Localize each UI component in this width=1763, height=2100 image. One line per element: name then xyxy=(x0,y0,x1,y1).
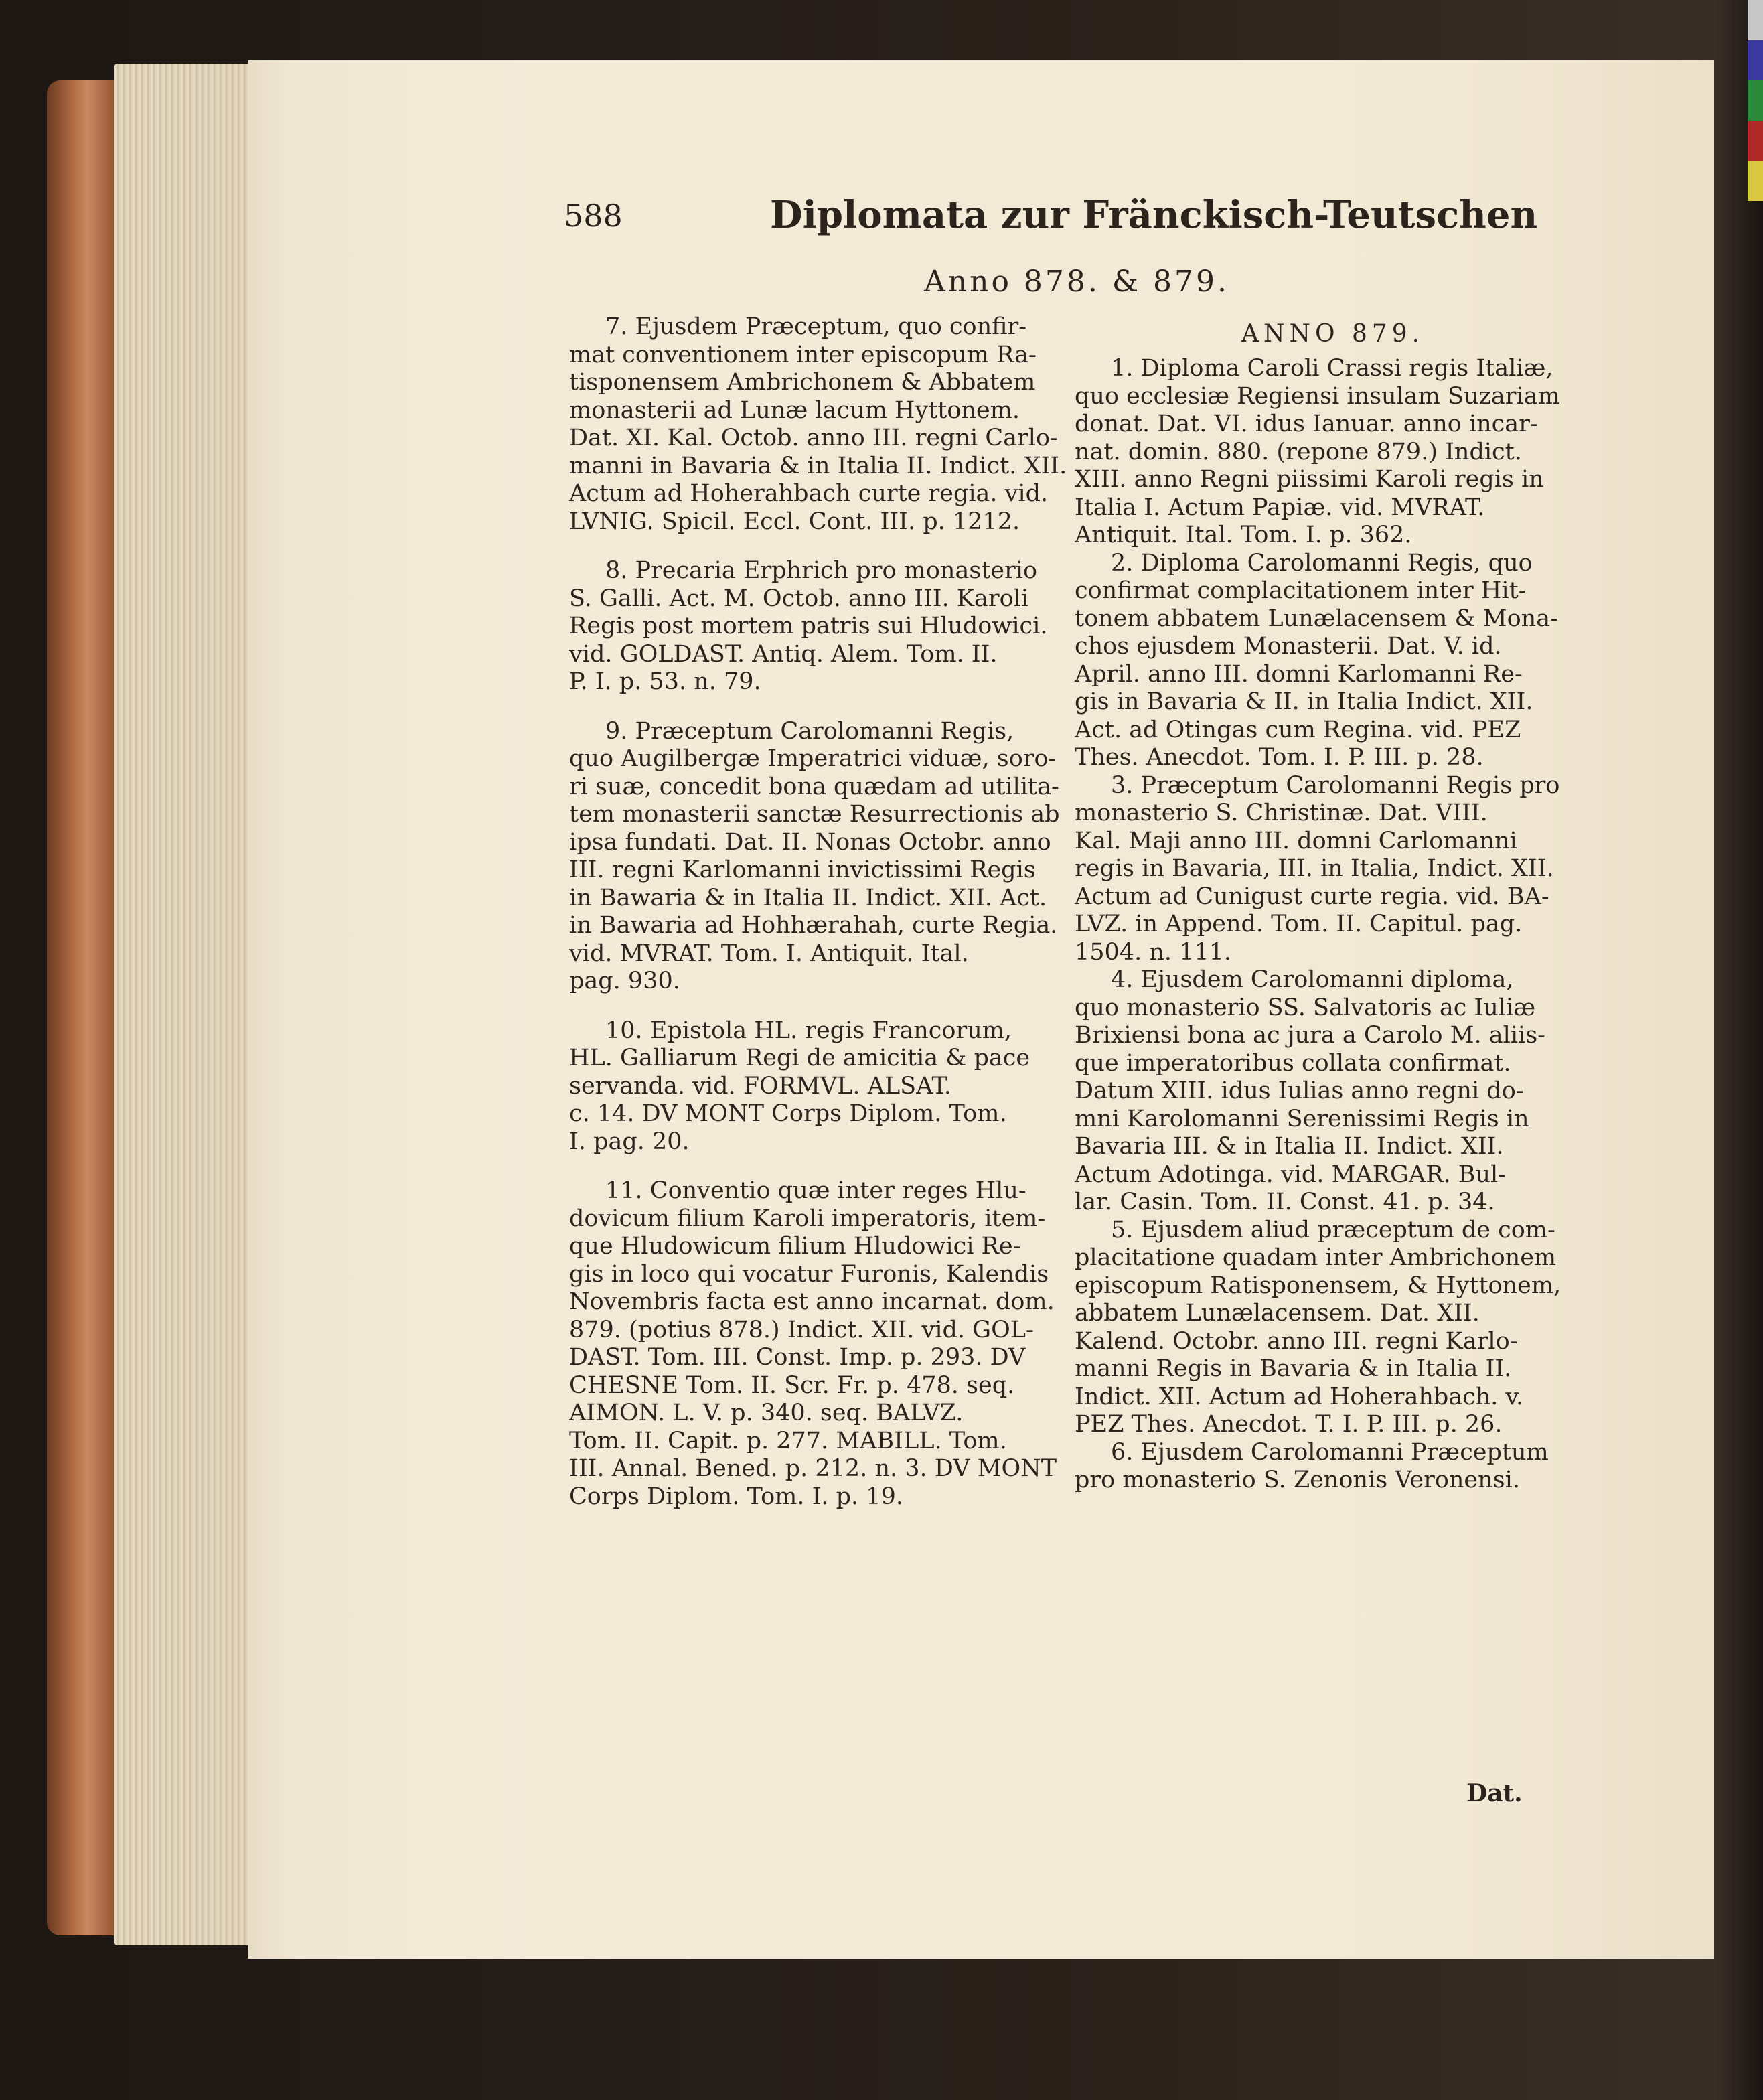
text-line: tisponensem Ambrichonem & Abbatem xyxy=(569,369,1036,396)
text-line: 6. Ejusdem Carolomanni Præceptum xyxy=(1111,1438,1549,1466)
text-line: Kalend. Octobr. anno III. regni Karlo- xyxy=(1075,1327,1518,1355)
running-head: Diplomata zur Fränckisch-Teutschen xyxy=(770,193,1538,237)
text-line: Novembris facta est anno incarnat. dom. xyxy=(569,1288,1055,1315)
page-number: 588 xyxy=(564,198,623,234)
text-line: 9. Præceptum Carolomanni Regis, xyxy=(605,717,1014,745)
left-column xyxy=(569,313,1067,1532)
text-line: ri suæ, concedit bona quædam ad utilita- xyxy=(569,773,1059,800)
text-line: quo monasterio SS. Salvatoris ac Iuliæ xyxy=(1075,994,1536,1021)
text-line: regis in Bavaria, III. in Italia, Indict. XII. xyxy=(1075,855,1554,882)
text-line: Indict. XII. Actum ad Hoherahbach. v. xyxy=(1075,1383,1524,1410)
text-line: Actum ad Hoherahbach curte regia. vid. xyxy=(569,480,1049,507)
text-line: mni Karolomanni Serenissimi Regis in xyxy=(1075,1105,1529,1132)
text-line: mat conventionem inter episcopum Ra- xyxy=(569,341,1037,368)
text-line: nat. domin. 880. (repone 879.) Indict. xyxy=(1075,438,1522,465)
right-column-heading: ANNO 879. xyxy=(1241,320,1425,348)
text-line: HL. Galliarum Regi de amicitia & pace xyxy=(569,1045,1030,1071)
text-line: quo Augilbergæ Imperatrici viduæ, soro- xyxy=(569,745,1057,772)
text-line: 879. (potius 878.) Indict. XII. vid. GOL- xyxy=(569,1316,1034,1343)
year-heading: Anno 878. & 879. xyxy=(924,265,1230,299)
entry xyxy=(1075,966,1563,1217)
right-column xyxy=(1075,355,1563,1495)
text-line: chos ejusdem Monasterii. Dat. V. id. xyxy=(1075,633,1502,660)
entry xyxy=(1075,355,1563,550)
text-line: quo ecclesiæ Regiensi insulam Suzariam xyxy=(1075,382,1560,410)
text-line: dovicum filium Karoli imperatoris, item- xyxy=(569,1205,1046,1232)
text-line: 7. Ejusdem Præceptum, quo confir- xyxy=(605,313,1027,340)
text-line: Brixiensi bona ac jura a Carolo M. aliis- xyxy=(1075,1022,1545,1049)
text-line: AIMON. L. V. p. 340. seq. BALVZ. xyxy=(569,1400,964,1426)
text-line: 8. Precaria Erphrich pro monasterio xyxy=(605,557,1038,584)
text-line: 1. Diploma Caroli Crassi regis Italiæ, xyxy=(1111,355,1553,382)
entry xyxy=(569,313,1067,536)
text-line: donat. Dat. VI. idus Ianuar. anno incar- xyxy=(1075,410,1538,437)
entry xyxy=(569,1017,1058,1156)
text-line: 1504. n. 111. xyxy=(1075,938,1232,966)
text-line: vid. GOLDAST. Antiq. Alem. Tom. II. xyxy=(569,640,998,668)
text-line: Actum ad Cunigust curte regia. vid. BA- xyxy=(1075,883,1549,910)
text-line: tonem abbatem Lunælacensem & Mona- xyxy=(1075,605,1558,632)
entry xyxy=(569,557,1058,696)
text-line: pag. 930. xyxy=(569,968,680,994)
text-line: S. Galli. Act. M. Octob. anno III. Karoli xyxy=(569,585,1029,612)
text-line: 2. Diploma Carolomanni Regis, quo xyxy=(1111,549,1533,577)
text-line: que imperatoribus collata confirmat. xyxy=(1075,1049,1511,1077)
text-line: gis in loco qui vocatur Furonis, Kalendis xyxy=(569,1260,1049,1288)
text-line: tem monasterii sanctæ Resurrectionis ab xyxy=(569,801,1060,828)
text-line: in Bawaria & in Italia II. Indict. XII. Act. xyxy=(569,884,1047,911)
text-line: Corps Diplom. Tom. I. p. 19. xyxy=(569,1483,903,1510)
text-line: Italia I. Actum Papiæ. vid. MVRAT. xyxy=(1075,494,1485,521)
text-line: 4. Ejusdem Carolomanni diploma, xyxy=(1111,966,1514,993)
text-line: Tom. II. Capit. p. 277. MABILL. Tom. xyxy=(569,1427,1007,1454)
text-line: confirmat complacitationem inter Hit- xyxy=(1075,577,1527,604)
text-line: 5. Ejusdem aliud præceptum de com- xyxy=(1111,1216,1555,1244)
text-line: XIII. anno Regni piissimi Karoli regis in xyxy=(1075,466,1544,493)
text-line: gis in Bavaria & II. in Italia Indict. XII. xyxy=(1075,688,1533,715)
text-line: I. pag. 20. xyxy=(569,1128,690,1155)
text-line: pro monasterio S. Zenonis Veronensi. xyxy=(1075,1467,1520,1493)
text-line: LVNIG. Spicil. Eccl. Cont. III. p. 1212. xyxy=(569,508,1020,535)
entry xyxy=(1075,772,1563,967)
text-line: 3. Præceptum Carolomanni Regis pro xyxy=(1111,771,1560,799)
text-line: Dat. XI. Kal. Octob. anno III. regni Carlo- xyxy=(569,425,1058,451)
text-line: Kal. Maji anno III. domni Carlomanni xyxy=(1075,827,1517,854)
text-line: April. anno III. domni Karlomanni Re- xyxy=(1075,660,1523,688)
text-line: vid. MVRAT. Tom. I. Antiquit. Ital. xyxy=(569,940,969,967)
entry xyxy=(1075,550,1563,772)
text-line: manni Regis in Bavaria & in Italia II. xyxy=(1075,1355,1512,1382)
text-line: P. I. p. 53. n. 79. xyxy=(569,668,761,695)
text-line: LVZ. in Append. Tom. II. Capitul. pag. xyxy=(1075,911,1523,937)
text-line: manni in Bavaria & in Italia II. Indict. XII. xyxy=(569,452,1067,479)
text-line: 10. Epistola HL. regis Francorum, xyxy=(605,1017,1012,1044)
text-line: monasterii ad Lunæ lacum Hyttonem. xyxy=(569,396,1020,424)
text-line: Thes. Anecdot. Tom. I. P. III. p. 28. xyxy=(1075,744,1484,771)
text-line: Actum Adotinga. vid. MARGAR. Bul- xyxy=(1075,1160,1507,1188)
text-line: CHESNE Tom. II. Scr. Fr. p. 478. seq. xyxy=(569,1371,1015,1399)
text-line: ipsa fundati. Dat. II. Nonas Octobr. anno xyxy=(569,828,1051,856)
text-line: placitatione quadam inter Ambrichonem xyxy=(1075,1244,1557,1271)
text-line: III. regni Karlomanni invictissimi Regis xyxy=(569,856,1036,883)
text-line: monasterio S. Christinæ. Dat. VIII. xyxy=(1075,800,1488,826)
text-line: que Hludowicum filium Hludowici Re- xyxy=(569,1233,1021,1260)
text-line: DAST. Tom. III. Const. Imp. p. 293. DV xyxy=(569,1344,1026,1371)
entry xyxy=(1075,1439,1563,1495)
text-line: abbatem Lunælacensem. Dat. XII. xyxy=(1075,1300,1480,1327)
text-line: Datum XIII. idus Iulias anno regni do- xyxy=(1075,1077,1524,1104)
text-line: Regis post mortem patris sui Hludowici. xyxy=(569,613,1048,640)
entry xyxy=(569,1177,1058,1511)
entry xyxy=(1075,1217,1563,1439)
text-line: III. Annal. Bened. p. 212. n. 3. DV MONT xyxy=(569,1455,1057,1482)
catchword: Dat. xyxy=(1466,1779,1523,1807)
text-line: lar. Casin. Tom. II. Const. 41. p. 34. xyxy=(1075,1189,1495,1215)
text-line: Bavaria III. & in Italia II. Indict. XII. xyxy=(1075,1133,1504,1160)
entry xyxy=(569,718,1058,996)
text-line: servanda. vid. FORMVL. ALSAT. xyxy=(569,1072,951,1100)
text-line: c. 14. DV MONT Corps Diplom. Tom. xyxy=(569,1100,1007,1127)
text-line: in Bawaria ad Hohhærahah, curte Regia. xyxy=(569,912,1058,939)
text-line: PEZ Thes. Anecdot. T. I. P. III. p. 26. xyxy=(1075,1411,1503,1438)
text-line: episcopum Ratisponensem, & Hyttonem, xyxy=(1075,1272,1561,1299)
text-line: 11. Conventio quæ inter reges Hlu- xyxy=(605,1177,1026,1204)
text-line: Act. ad Otingas cum Regina. vid. PEZ xyxy=(1075,716,1521,743)
text-line: Antiquit. Ital. Tom. I. p. 362. xyxy=(1075,522,1412,548)
